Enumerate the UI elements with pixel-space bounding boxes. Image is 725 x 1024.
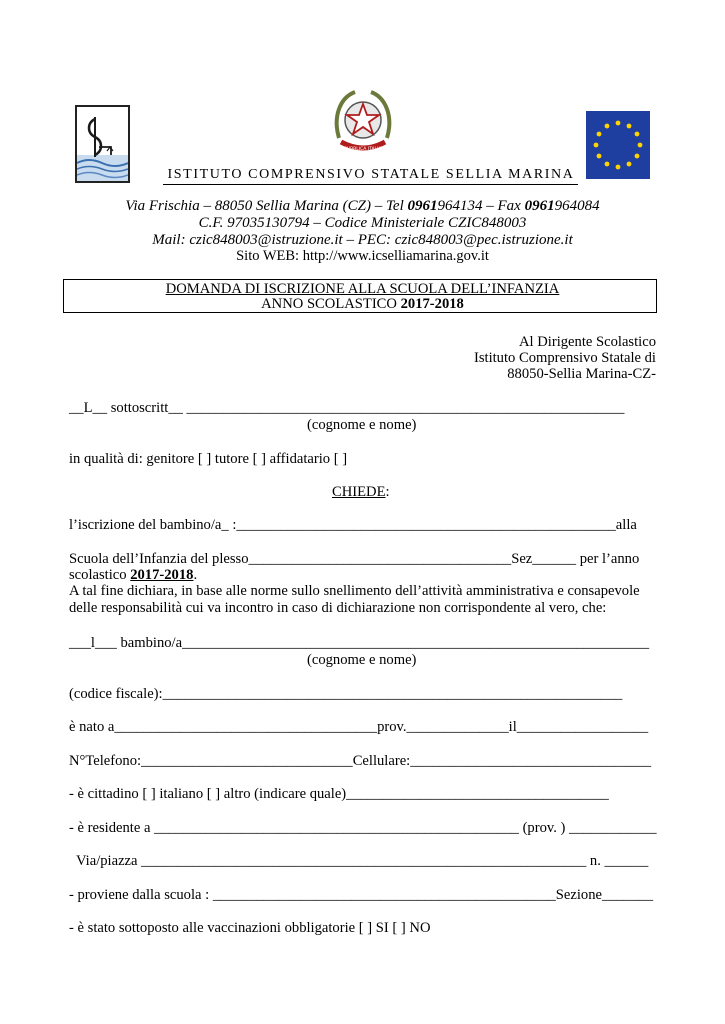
web-line: Sito WEB: http://www.icselliamarina.gov.it (236, 248, 489, 264)
declaration-line-1: A tal fine dichiara, in base alle norme sullo snellimento dell’attività amministrativa e consapevole (69, 583, 640, 599)
street-field[interactable]: Via/piazza _____________________________________________________________ n. ______ (76, 853, 649, 869)
institute-name: ISTITUTO COMPRENSIVO STATALE SELLIA MARINA (167, 167, 575, 182)
mail-line: Mail: czic848003@istruzione.it – PEC: czic848003@pec.istruzione.it (152, 232, 573, 248)
school-section-field[interactable]: Scuola dell’Infanzia del plesso____________________________________Sez______ per l’anno (69, 551, 640, 567)
name-caption-1: (cognome e nome) (307, 417, 417, 433)
italian-republic-emblem (333, 88, 393, 156)
address-line: Via Frischia – 88050 Sellia Marina (CZ) – Tel 0961964134 – Fax 0961964084 (125, 198, 600, 214)
undersigned-field[interactable]: __L__ sottoscritt__ ____________________________________________________________ (69, 400, 625, 416)
requests-heading: CHIEDE: (332, 484, 390, 500)
school-year-title: ANNO SCOLASTICO 2017-2018 (261, 296, 464, 312)
citizenship-checkboxes[interactable]: - è cittadino [ ] italiano [ ] altro (indicare quale)____________________________________ (69, 786, 609, 802)
phone-field[interactable]: N°Telefono:_____________________________Cellulare:_________________________________ (69, 753, 652, 769)
recipient-line-2: Istituto Comprensivo Statale di (473, 350, 656, 366)
residence-field[interactable]: - è residente a __________________________________________________ (prov. ) ____________ (69, 820, 657, 836)
previous-school-field[interactable]: - proviene dalla scuola : _______________________________________________Sezione_______ (69, 887, 654, 903)
form-title: DOMANDA DI ISCRIZIONE ALLA SCUOLA DELL’INFANZIA (165, 281, 560, 297)
recipient-line-3: 88050-Sellia Marina-CZ- (507, 366, 656, 382)
fiscal-code-line: C.F. 97035130794 – Codice Ministeriale CZIC848003 (198, 215, 527, 231)
school-year-line: scolastico 2017-2018. (69, 567, 198, 583)
child-name-field[interactable]: ___l___ bambino/a________________________________________________________________ (69, 635, 650, 651)
eu-flag-logo (586, 111, 650, 179)
tax-code-field[interactable]: (codice fiscale):_______________________________________________________________ (69, 686, 623, 702)
vaccination-checkboxes[interactable]: - è stato sottoposto alle vaccinazioni obbligatorie [ ] SI [ ] NO (69, 920, 431, 936)
header-divider (163, 184, 578, 185)
birthplace-field[interactable]: è nato a____________________________________prov.______________il__________________ (69, 719, 649, 735)
school-logo (75, 105, 130, 183)
emblem-ribbon-text: REPUBBLICA ITALIANA (338, 147, 388, 152)
declaration-line-2: delle responsabilità cui va incontro in caso di dichiarazione non corrispondente al vero, che: (69, 600, 607, 616)
name-caption-2: (cognome e nome) (307, 652, 417, 668)
capacity-checkboxes[interactable]: in qualità di: genitore [ ] tutore [ ] affidatario [ ] (69, 451, 348, 467)
enrollment-child-field[interactable]: l’iscrizione del bambino/a_ :____________________________________________________alla (69, 517, 637, 533)
recipient-line-1: Al Dirigente Scolastico (519, 334, 656, 350)
